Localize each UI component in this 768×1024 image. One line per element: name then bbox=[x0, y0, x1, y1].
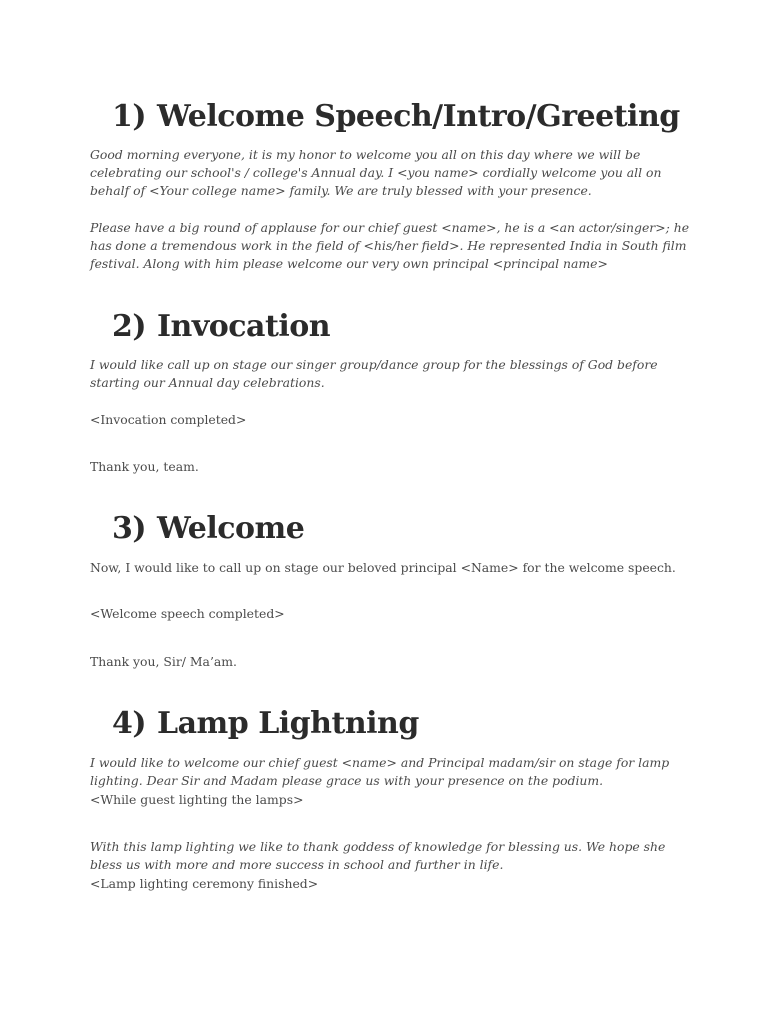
paragraph-line: lighting. Dear Sir and Madam please grace us with your presence on the podium. bbox=[90, 773, 604, 788]
stage-note: <Invocation completed> bbox=[90, 412, 247, 427]
paragraph-line: festival. Along with him please welcome our very own principal <principal name> bbox=[90, 256, 608, 271]
paragraph-line: I would like call up on stage our singer group/dance group for the blessings of God before bbox=[90, 357, 658, 372]
paragraph-line: starting our Annual day celebrations. bbox=[90, 375, 325, 390]
section-heading-invocation bbox=[112, 310, 330, 344]
section-title: Lamp Lightning bbox=[157, 706, 419, 741]
section-title: Welcome bbox=[157, 511, 305, 546]
section-heading-lamp-lightning bbox=[112, 707, 419, 741]
paragraph-line: Thank you, Sir/ Ma’am. bbox=[90, 654, 237, 669]
section-heading-welcome-speech bbox=[112, 100, 680, 134]
section-number: 4) bbox=[112, 706, 147, 741]
paragraph-line: Please have a big round of applause for our chief guest <name>, he is a <an actor/singer>; he bbox=[90, 220, 690, 235]
section-number: 1) bbox=[112, 99, 147, 134]
paragraph-line: has done a tremendous work in the field of <his/her field>. He represented India in South film bbox=[90, 238, 687, 253]
paragraph-line: Now, I would like to call up on stage our beloved principal <Name> for the welcome speech. bbox=[90, 560, 676, 575]
stage-note: <Welcome speech completed> bbox=[90, 606, 285, 621]
section-title: Invocation bbox=[157, 309, 331, 344]
paragraph-line: With this lamp lighting we like to thank goddess of knowledge for blessing us. We hope she bbox=[90, 839, 666, 854]
paragraph-line: bless us with more and more success in school and further in life. bbox=[90, 857, 504, 872]
section-title: Welcome Speech/Intro/Greeting bbox=[157, 99, 680, 134]
paragraph-line: behalf of <Your college name> family. We are truly blessed with your presence. bbox=[90, 183, 592, 198]
stage-note: <Lamp lighting ceremony finished> bbox=[90, 876, 319, 891]
paragraph-line: Thank you, team. bbox=[90, 459, 199, 474]
paragraph-line: celebrating our school's / college's Annual day. I <you name> cordially welcome you all on bbox=[90, 165, 662, 180]
section-heading-welcome bbox=[112, 512, 304, 546]
section-number: 2) bbox=[112, 309, 147, 344]
section-number: 3) bbox=[112, 511, 147, 546]
paragraph-line: I would like to welcome our chief guest <name> and Principal madam/sir on stage for lamp bbox=[90, 755, 670, 770]
paragraph-line: Good morning everyone, it is my honor to welcome you all on this day where we will be bbox=[90, 147, 641, 162]
stage-note: <While guest lighting the lamps> bbox=[90, 792, 304, 807]
